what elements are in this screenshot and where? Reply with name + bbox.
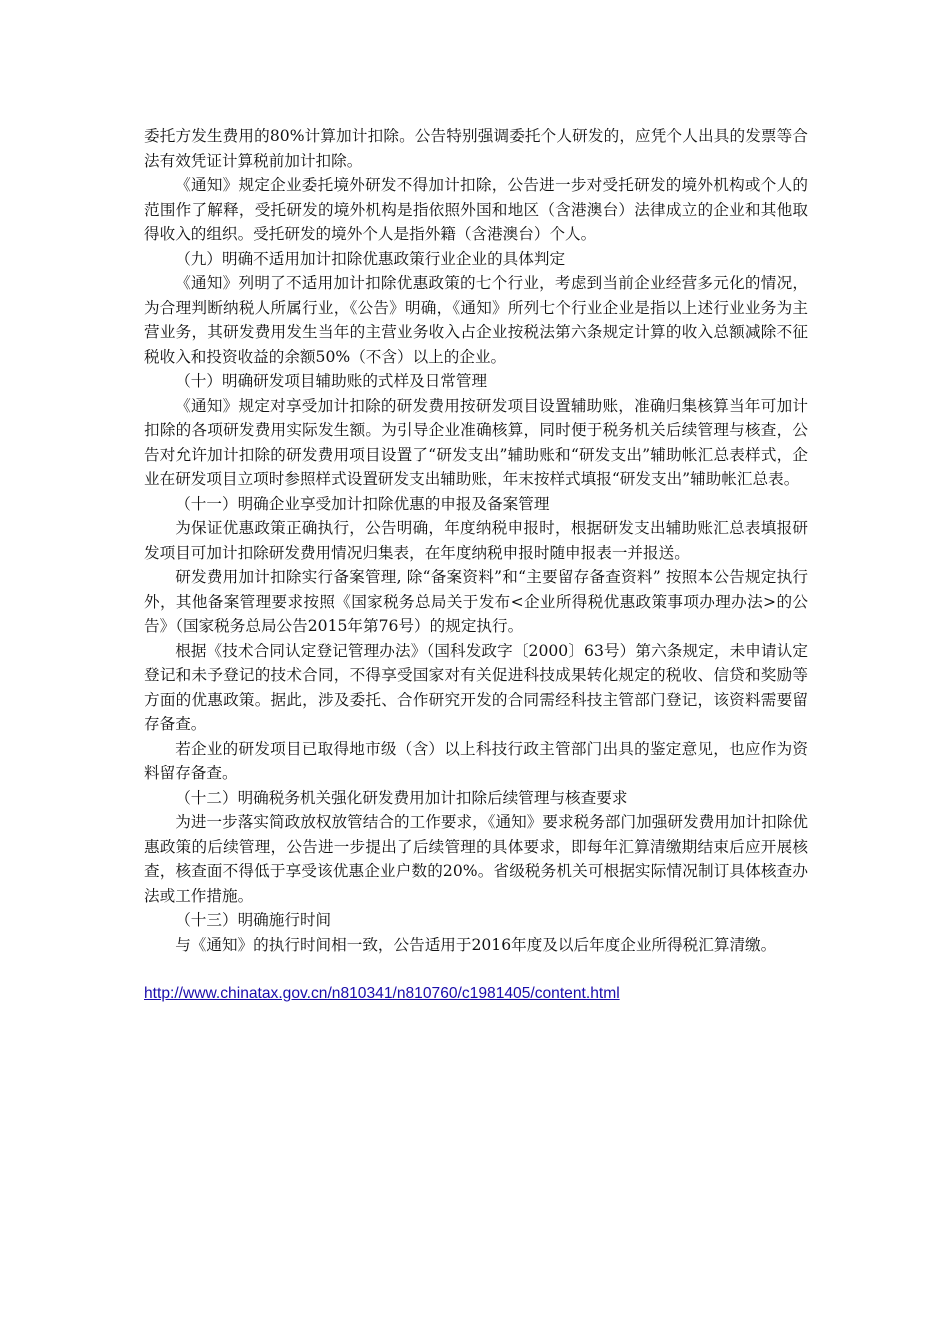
section-heading-13: （十三）明确施行时间 — [175, 911, 332, 929]
source-link-line — [144, 981, 808, 1007]
paragraph-effective-date: 与《通知》的执行时间相一致，公告适用于2016年度及以后年度企业所得税汇算清缴。 — [175, 935, 777, 954]
paragraph-verification: 为进一步落实简政放权放管结合的工作要求，《通知》要求税务部门加强研发费用加计扣除优惠政策的后续管理，公告进一步提出了后续管理的具体要求，即每年汇算清缴期结束后应开展核查，核查面不得低于享受该优惠企业户数的20%。省级税务机关可根据实际情况制订具体核查办法或工作措施。 — [144, 813, 808, 905]
paragraph-industry-judgment: 《通知》列明了不适用加计扣除优惠政策的七个行业，考虑到当前企业经营多元化的情况，为合理判断纳税人所属行业，《公告》明确，《通知》所列七个行业企业是指以上述行业业务为主营业务，其研发费用发生当年的主营业务收入占企业按税法第六条规定计算的收入总额减除不征税收入和投资收益的余额50%（不含）以上的企业。 — [144, 274, 808, 366]
section-heading-12: （十二）明确税务机关强化研发费用加计扣除后续管理与核查要求 — [175, 788, 628, 807]
paragraph-appraisal-opinion: 若企业的研发项目已取得地市级（含）以上科技行政主管部门出具的鉴定意见，也应作为资料留存备查。 — [144, 739, 808, 782]
section-heading-10: （十）明确研发项目辅助账的式样及日常管理 — [175, 372, 488, 390]
section-heading-9: （九）明确不适用加计扣除优惠政策行业企业的具体判定 — [175, 249, 566, 268]
document-page — [144, 124, 808, 1007]
paragraph-continuation: 委托方发生费用的80%计算加计扣除。公告特别强调委托个人研发的，应凭个人出具的发票等合法有效凭证计算税前加计扣除。 — [144, 127, 808, 170]
section-heading-11: （十一）明确企业享受加计扣除优惠的申报及备案管理 — [175, 494, 550, 513]
paragraph-filing-management: 研发费用加计扣除实行备案管理, 除“备案资料”和“主要留存备查资料” 按照本公告规定执行外，其他备案管理要求按照《国家税务总局关于发布<企业所得税优惠政策事项办理办法>的公告》（国家税务总局公告2015年第76号）的规定执行。 — [144, 568, 808, 635]
paragraph-technical-contract: 根据《技术合同认定登记管理办法》（国科发政字〔2000〕63号）第六条规定，未申请认定登记和未予登记的技术合同，不得享受国家对有关促进科技成果转化规定的税收、信贷和奖励等方面的优惠政策。据此，涉及委托、合作研究开发的合同需经科技主管部门登记，该资料需要留存备查。 — [144, 641, 808, 733]
paragraph-auxiliary-account: 《通知》规定对享受加计扣除的研发费用按研发项目设置辅助账，准确归集核算当年可加计扣除的各项研发费用实际发生额。为引导企业准确核算，同时便于税务机关后续管理与核查，公告对允许加计扣除的研发费用项目设置了“研发支出”辅助账和“研发支出”辅助帐汇总表样式，企业在研发项目立项时参照样式设置研发支出辅助账，年末按样式填报“研发支出”辅助帐汇总表。 — [144, 396, 808, 488]
source-link[interactable]: http://www.chinatax.gov.cn/n810341/n810760/c1981405/content.html — [144, 985, 620, 1002]
paragraph-declaration: 为保证优惠政策正确执行，公告明确，年度纳税申报时，根据研发支出辅助账汇总表填报研发项目可加计扣除研发费用情况归集表，在年度纳税申报时随申报表一并报送。 — [144, 519, 808, 562]
paragraph-overseas-rd: 《通知》规定企业委托境外研发不得加计扣除，公告进一步对受托研发的境外机构或个人的范围作了解释，受托研发的境外机构是指依照外国和地区（含港澳台）法律成立的企业和其他取得收入的组织。受托研发的境外个人是指外籍（含港澳台）个人。 — [144, 176, 808, 243]
